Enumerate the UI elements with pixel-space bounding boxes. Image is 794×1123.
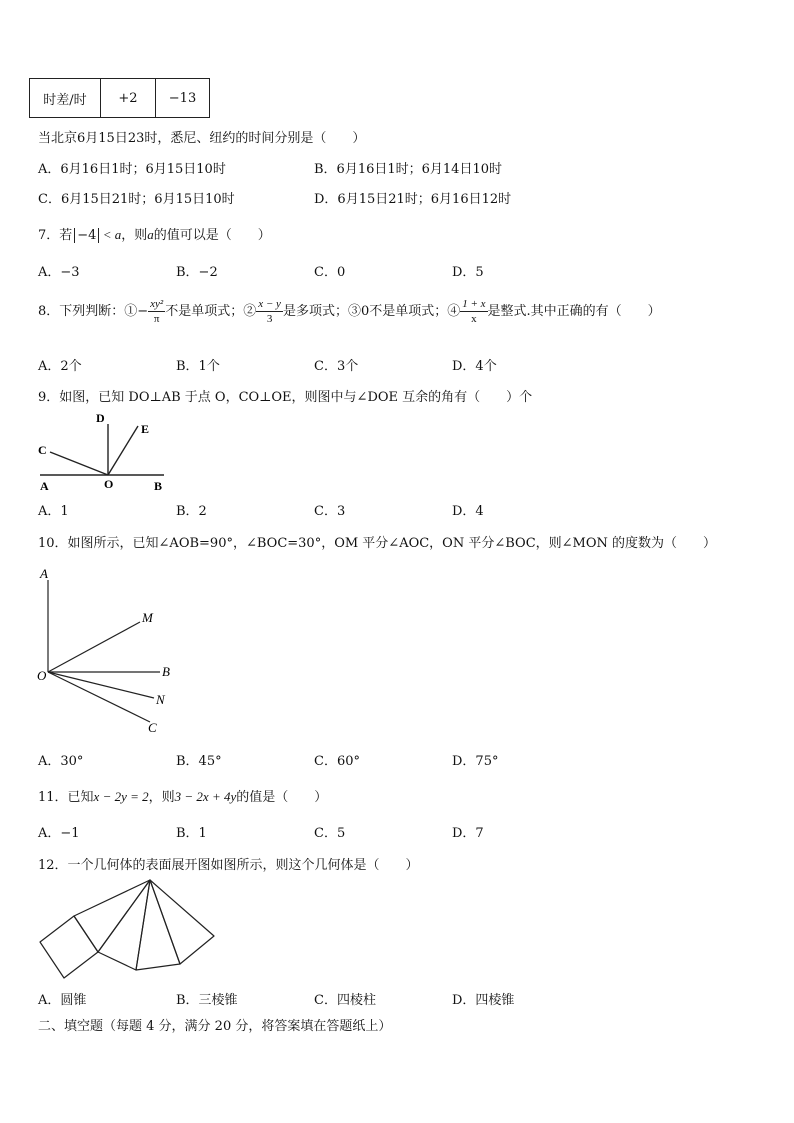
question-8-stem xyxy=(38,297,661,326)
table-cell: +2 xyxy=(101,79,156,118)
net-triangle-face-1 xyxy=(74,880,150,952)
q8-text-2: 是多项式；③0不是单项式；④ xyxy=(282,304,461,319)
question-9-stem: 9．如图，已知 DO⊥AB 于点 O，CO⊥OE，则图中与∠DOE 互余的角有（ ）个 xyxy=(38,390,533,405)
ray-oe xyxy=(108,426,138,475)
question-7-stem xyxy=(38,224,271,243)
q7-prefix: 7．若 xyxy=(38,228,73,243)
label-b: B xyxy=(162,664,170,679)
net-square-face xyxy=(40,916,98,978)
label-d: D xyxy=(96,411,105,425)
q11-middle: ，则 xyxy=(148,790,175,805)
q7-option-a: A．−3 xyxy=(38,265,80,280)
ray-oc xyxy=(48,672,150,722)
q7-suffix-2: 的值可以是（ ） xyxy=(153,228,271,243)
section-2-heading: 二、填空题（每题 4 分，满分 20 分，将答案填在答题纸上） xyxy=(38,1019,392,1034)
q8-option-d: D．4个 xyxy=(452,359,497,374)
q9-figure xyxy=(34,408,174,494)
q9-option-a: A．1 xyxy=(38,504,69,519)
label-o: O xyxy=(37,668,47,683)
label-c: C xyxy=(38,443,47,457)
q12-option-a: A．圆锥 xyxy=(38,993,87,1008)
q12-option-d: D．四棱锥 xyxy=(452,993,515,1008)
q6-option-c: C．6月15日21时；6月15日10时 xyxy=(38,192,235,207)
q11-given-equation: x − 2y = 2 xyxy=(93,789,149,804)
q7-suffix-1: ，则 xyxy=(121,228,148,243)
q8-text-3: 是整式.其中正确的有（ ） xyxy=(487,304,661,319)
q8-fraction-1: $\frac{\text{xy²}}{\pi}$ xyxy=(150,298,164,325)
label-o: O xyxy=(104,477,114,491)
q6-option-d: D．6月15日21时；6月16日12时 xyxy=(314,192,512,207)
label-c: C xyxy=(148,720,157,735)
q10-option-c: C．60° xyxy=(314,754,360,769)
q9-option-b: B．2 xyxy=(176,504,207,519)
label-e: E xyxy=(141,422,150,436)
label-a: A xyxy=(40,479,49,493)
q8-fraction-3: $\frac{1 + x}{x}$ xyxy=(462,298,486,325)
q11-expression: 3 − 2x + 4y xyxy=(174,789,237,804)
q7-option-b: B．−2 xyxy=(176,265,218,280)
q12-net-figure xyxy=(34,876,220,984)
question-10-stem: 10．如图所示，已知∠AOB=90°，∠BOC=30°，OM 平分∠AOC，ON 平分∠BOC，则∠MON 的度数为（ ） xyxy=(38,536,717,551)
ray-oc xyxy=(50,452,108,475)
q12-option-c: C．四棱柱 xyxy=(314,993,376,1008)
question-11-stem xyxy=(38,786,327,805)
q11-option-b: B．1 xyxy=(176,826,207,841)
q7-option-d: D．5 xyxy=(452,265,484,280)
q11-option-d: D．7 xyxy=(452,826,484,841)
q11-option-a: A．−1 xyxy=(38,826,80,841)
q12-option-b: B．三棱锥 xyxy=(176,993,238,1008)
q10-figure xyxy=(34,562,184,740)
q10-option-a: A．30° xyxy=(38,754,84,769)
ray-on xyxy=(48,672,154,698)
label-n: N xyxy=(156,692,165,707)
table-cell: −13 xyxy=(156,79,210,118)
q7-variable: a xyxy=(147,227,154,242)
q7-option-c: C．0 xyxy=(314,265,346,280)
q8-option-c: C．3个 xyxy=(314,359,359,374)
q11-suffix: 的值是（ ） xyxy=(236,790,328,805)
q10-option-d: D．75° xyxy=(452,754,499,769)
q7-abs-expression: −4 xyxy=(74,228,99,243)
q7-inequality: < a xyxy=(99,227,122,242)
question-6-stem: 当北京6月15日23时，悉尼、纽约的时间分别是（ ） xyxy=(38,131,366,146)
ray-om xyxy=(48,622,140,672)
timezone-table xyxy=(29,78,210,118)
q11-option-c: C．5 xyxy=(314,826,346,841)
q8-option-a: A．2个 xyxy=(38,359,82,374)
label-a: A xyxy=(40,566,48,581)
table-header-cell: 时差/时 xyxy=(30,79,101,118)
label-b: B xyxy=(154,479,163,493)
q10-option-b: B．45° xyxy=(176,754,222,769)
q9-option-c: C．3 xyxy=(314,504,346,519)
q6-option-a: A．6月16日1时；6月15日10时 xyxy=(38,162,226,177)
q8-fraction-2: $\frac{x - y}{3}$ xyxy=(258,298,281,325)
q8-text-1: 不是单项式；② xyxy=(165,304,257,319)
label-m: M xyxy=(142,610,153,625)
net-triangle-face-4 xyxy=(150,880,214,964)
net-triangle-face-3 xyxy=(136,880,180,970)
q8-prefix: 8．下列判断：①− xyxy=(38,304,149,319)
q11-prefix: 11．已知 xyxy=(38,790,94,805)
q9-option-d: D．4 xyxy=(452,504,484,519)
net-triangle-face-2 xyxy=(98,880,150,970)
q6-option-b: B．6月16日1时；6月14日10时 xyxy=(314,162,502,177)
q8-option-b: B．1个 xyxy=(176,359,220,374)
question-12-stem: 12．一个几何体的表面展开图如图所示，则这个几何体是（ ） xyxy=(38,858,419,873)
